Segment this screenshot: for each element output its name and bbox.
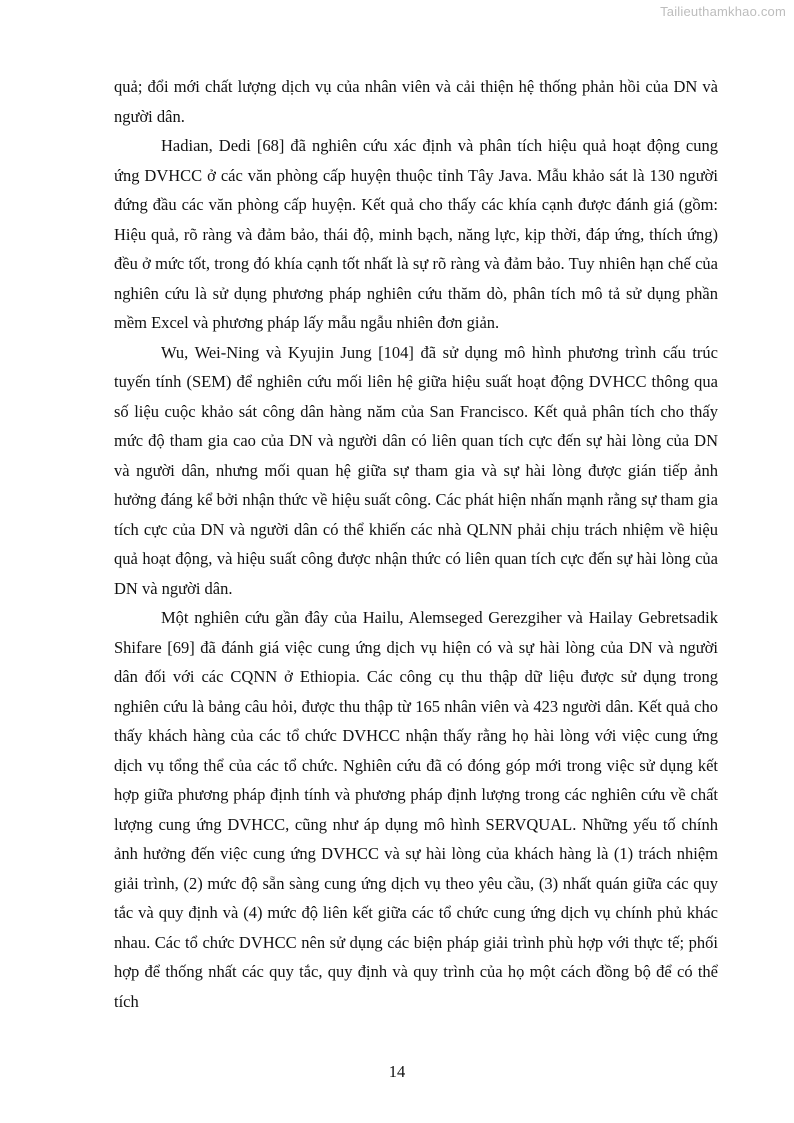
- paragraph-continuation: quả; đổi mới chất lượng dịch vụ của nhân viên và cải thiện hệ thống phản hồi của DN và người dân.: [114, 77, 718, 126]
- paragraph-wu-jung: Wu, Wei-Ning và Kyujin Jung [104] đã sử dụng mô hình phương trình cấu trúc tuyến tính (SEM) để nghiên cứu mối liên hệ giữa hiệu suất hoạt động DVHCC thông qua số liệu cuộc khảo sát công dân hàng năm của San Francisco. Kết quả phân tích cho thấy mức độ tham gia cao của DN và người dân có liên quan tích cực đến sự hài lòng của DN và người dân, nhưng mối quan hệ giữa sự tham gia và sự hài lòng được gián tiếp ảnh hưởng đáng kể bởi nhận thức về hiệu suất công. Các phát hiện nhấn mạnh rằng sự tham gia tích cực của DN và người dân có thể khiến các nhà QLNN phải chịu trách nhiệm về hiệu quả hoạt động, và hiệu suất công được nhận thức có liên quan tích cực đến sự hài lòng của DN và người dân.: [114, 342, 718, 598]
- document-body: [114, 72, 718, 1016]
- watermark-text: Tailieuthamkhao.com: [660, 4, 786, 19]
- paragraph-hailu-shifare: Một nghiên cứu gần đây của Hailu, Alemseged Gerezgiher và Hailay Gebretsadik Shifare [69] đã đánh giá việc cung ứng dịch vụ hiện có và sự hài lòng của DN và người dân đối với các CQNN ở Ethiopia. Các công cụ thu thập dữ liệu được sử dụng trong nghiên cứu là bảng câu hỏi, được thu thập từ 165 nhân viên và 423 người dân. Kết quả cho thấy khách hàng của các tổ chức DVHCC nhận thấy rằng họ hài lòng với việc cung ứng dịch vụ tổng thể của các tổ chức. Nghiên cứu đã có đóng góp mới trong việc sử dụng kết hợp giữa phương pháp định tính và phương pháp định lượng trong các nghiên cứu về chất lượng cung ứng DVHCC, cũng như áp dụng mô hình SERVQUAL. Những yếu tố chính ảnh hưởng đến việc cung ứng DVHCC và sự hài lòng của khách hàng là (1) trách nhiệm giải trình, (2) mức độ sẵn sàng cung ứng dịch vụ theo yêu cầu, (3) nhất quán giữa các quy tắc và quy định và (4) mức độ liên kết giữa các tổ chức cung ứng dịch vụ chính phủ khác nhau. Các tổ chức DVHCC nên sử dụng các biện pháp giải trình phù hợp với thực tế; phối hợp để thống nhất các quy tắc, quy định và quy trình của họ một cách đồng bộ để có thể tích: [114, 608, 718, 1011]
- page-number: 14: [388, 1062, 406, 1081]
- paragraph-hadian: Hadian, Dedi [68] đã nghiên cứu xác định và phân tích hiệu quả hoạt động cung ứng DVHCC ở các văn phòng cấp huyện thuộc tỉnh Tây Java. Mẫu khảo sát là 130 người đứng đầu các văn phòng cấp huyện. Kết quả cho thấy các khía cạnh được đánh giá (gồm: Hiệu quả, rõ ràng và đảm bảo, thái độ, minh bạch, năng lực, kịp thời, đáp ứng, thích ứng) đều ở mức tốt, trong đó khía cạnh tốt nhất là sự rõ ràng và đảm bảo. Tuy nhiên hạn chế của nghiên cứu là sử dụng phương pháp nghiên cứu thăm dò, phân tích mô tả sử dụng phần mềm Excel và phương pháp lấy mẫu ngẫu nhiên đơn giản.: [114, 136, 718, 332]
